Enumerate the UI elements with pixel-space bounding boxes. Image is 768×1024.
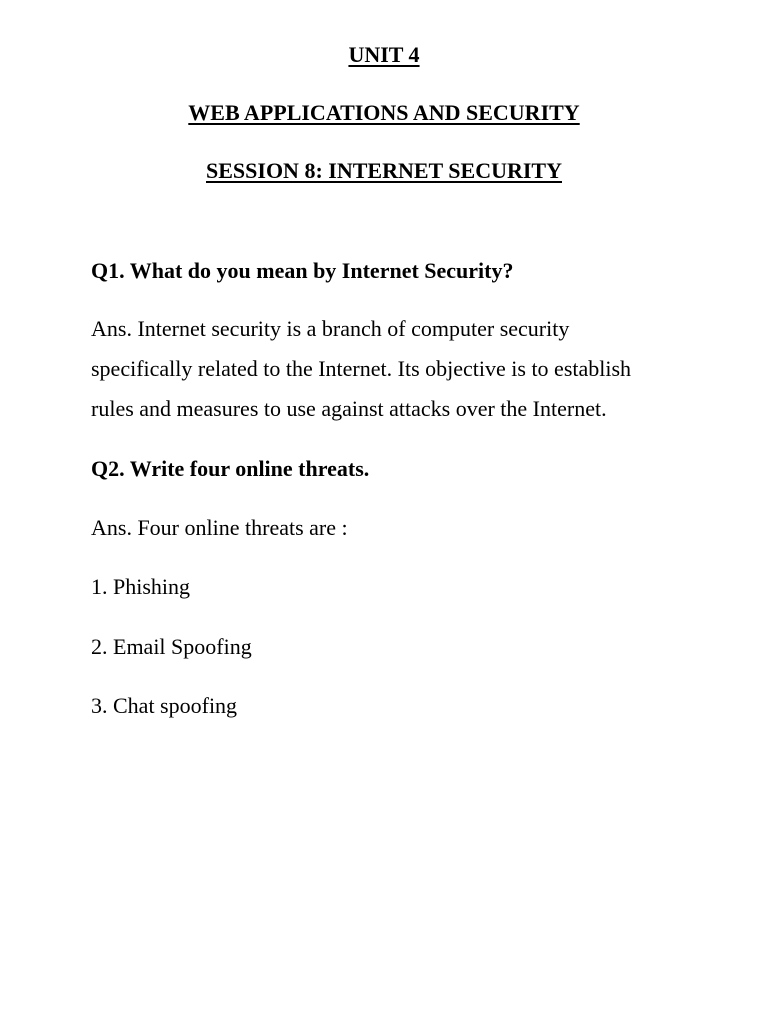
question-2: Q2. Write four online threats.: [91, 456, 370, 481]
unit-heading: UNIT 4: [348, 42, 420, 67]
answer-1-line: specifically related to the Internet. Its objective is to establish: [91, 356, 632, 381]
answer-1-line: Ans. Internet security is a branch of computer security: [91, 316, 570, 341]
answer-1-line: rules and measures to use against attacks over the Internet.: [91, 396, 607, 421]
session-heading: SESSION 8: INTERNET SECURITY: [206, 158, 562, 183]
list-item: 3. Chat spoofing: [91, 693, 238, 718]
answer-2-intro: Ans. Four online threats are :: [91, 515, 348, 540]
subject-heading: WEB APPLICATIONS AND SECURITY: [188, 100, 580, 125]
list-item: 1. Phishing: [91, 574, 191, 599]
question-1: Q1. What do you mean by Internet Security?: [91, 258, 514, 283]
list-item: 2. Email Spoofing: [91, 634, 252, 659]
